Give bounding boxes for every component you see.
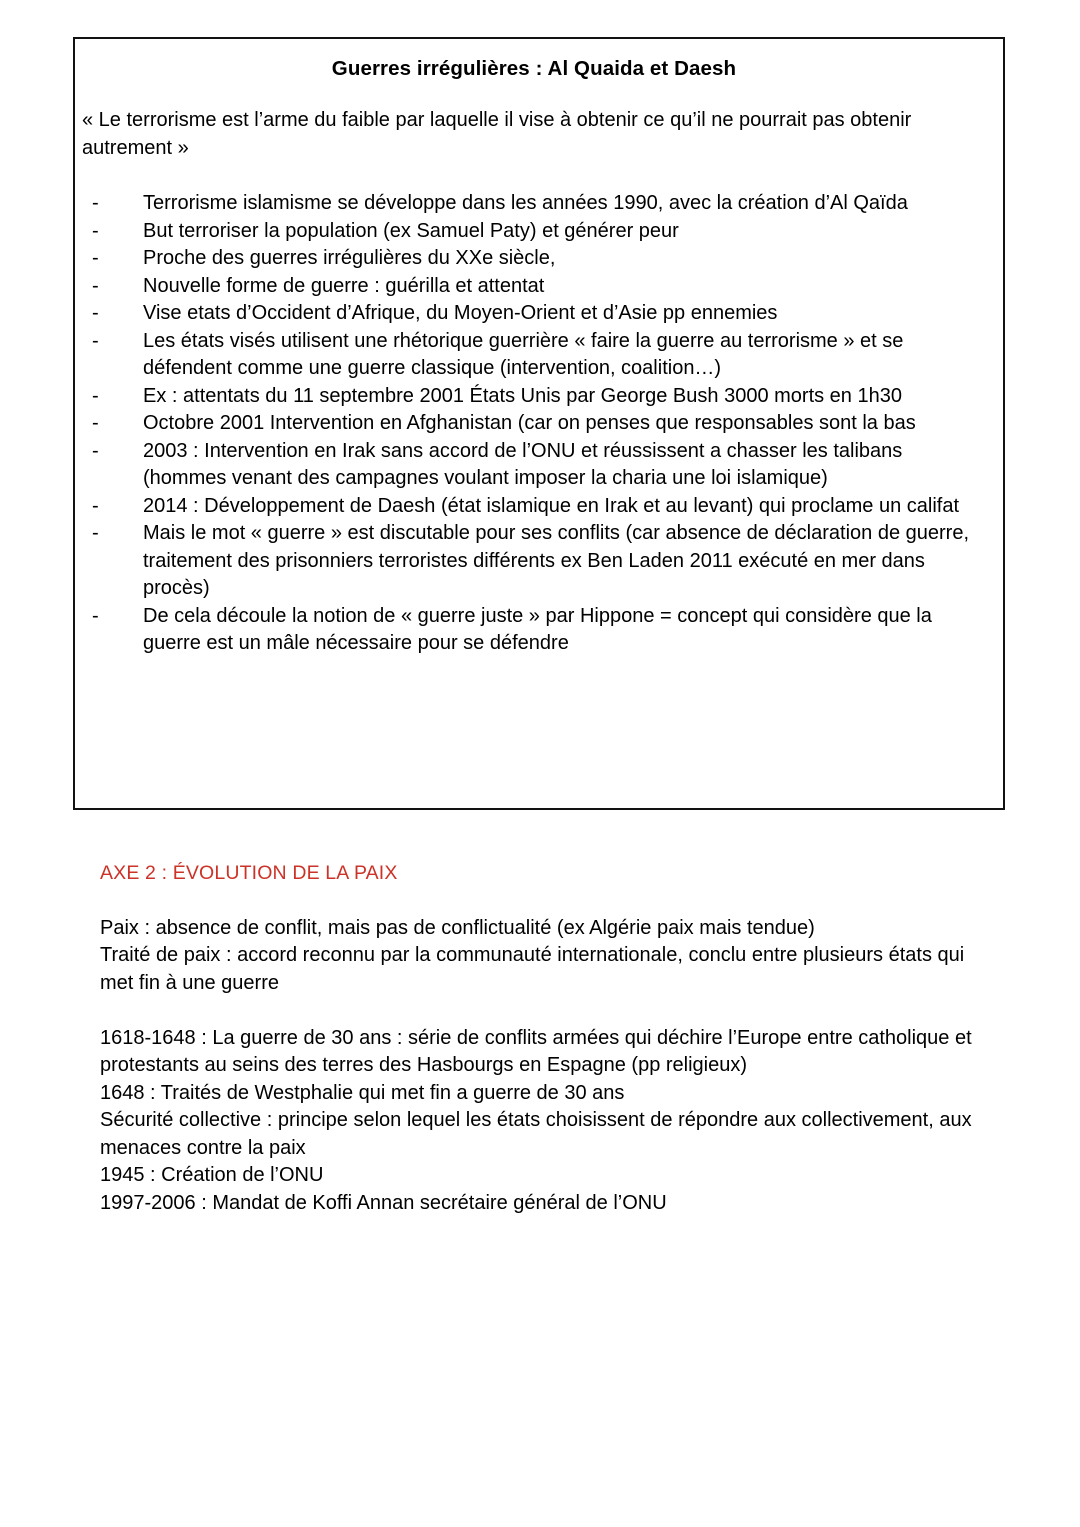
bullet-dash-icon: -: [92, 384, 99, 407]
list-item-text: Proche des guerres irrégulières du XXe siècle,: [143, 247, 556, 269]
list-item-text: Terrorisme islamisme se développe dans les années 1990, avec la création d’Al Qaïda: [143, 192, 908, 214]
bullet-dash-icon: -: [92, 494, 99, 517]
list-item: [79, 520, 989, 603]
terrorism-quote: « Le terrorisme est l’arme du faible par laquelle il vise à obtenir ce qu’il ne pourrait pas obtenir autrement »: [82, 109, 912, 159]
peace-definitions-paragraph: [100, 915, 980, 998]
page-title: Guerres irrégulières : Al Quaida et Daesh: [331, 57, 737, 80]
paragraph-line: Paix : absence de conflit, mais pas de conflictualité (ex Algérie paix mais tendue): [100, 916, 815, 939]
list-item: [79, 493, 989, 521]
paragraph-line: 1945 : Création de l’ONU: [100, 1164, 324, 1186]
irregular-wars-bullet-list: [79, 190, 989, 658]
list-item-text: 2003 : Intervention en Irak sans accord de l’ONU et réussissent a chasser les talibans (hommes venant des campagnes voulant imposer la charia une loi islamique): [143, 439, 903, 489]
list-item-text: Vise etats d’Occident d’Afrique, du Moyen-Orient et d’Asie pp ennemies: [143, 302, 778, 324]
axis-2-heading: AXE 2 : ÉVOLUTION DE LA PAIX: [100, 862, 398, 884]
paragraph-line: 1618-1648 : La guerre de 30 ans : série de conflits armées qui déchire l’Europe entre catholique et protestants au seins des terres des Hasbourgs en Espagne (pp religieux): [100, 1026, 972, 1076]
bullet-dash-icon: -: [92, 329, 99, 352]
bullet-dash-icon: -: [92, 247, 99, 269]
list-item: [79, 603, 989, 658]
paragraph-line: 1648 : Traités de Westphalie qui met fin a guerre de 30 ans: [100, 1081, 625, 1104]
list-item-text: But terroriser la population (ex Samuel Paty) et générer peur: [143, 219, 679, 242]
list-item-text: Les états visés utilisent une rhétorique guerrière « faire la guerre au terrorisme » et se défendent comme une guerre classique (intervention, coalition…): [143, 329, 904, 379]
list-item-text: De cela découle la notion de « guerre juste » par Hippone = concept qui considère que la guerre est un mâle nécessaire pour se défendre: [143, 604, 932, 654]
list-item: [79, 383, 989, 411]
list-item: [79, 218, 989, 246]
bullet-dash-icon: -: [92, 412, 99, 434]
bullet-dash-icon: -: [92, 302, 99, 324]
paragraph-line: 1997-2006 : Mandat de Koffi Annan secrétaire général de l’ONU: [100, 1191, 667, 1214]
bullet-dash-icon: -: [92, 274, 99, 297]
peace-history-paragraph: [100, 1025, 980, 1218]
list-item: [79, 328, 989, 383]
list-item-text: Ex : attentats du 11 septembre 2001 États Unis par George Bush 3000 morts en 1h30: [143, 384, 902, 407]
list-item-text: Octobre 2001 Intervention en Afghanistan (car on penses que responsables sont la bas: [143, 412, 916, 434]
bullet-dash-icon: -: [92, 192, 99, 214]
list-item-text: Nouvelle forme de guerre : guérilla et attentat: [143, 274, 545, 297]
list-item: [79, 300, 989, 328]
bullet-dash-icon: -: [92, 522, 99, 544]
bullet-dash-icon: -: [92, 604, 99, 627]
list-item: [79, 190, 989, 218]
list-item: [79, 410, 989, 438]
axis-2-section: [100, 860, 980, 1217]
boxed-section-irregular-wars: [73, 37, 1005, 810]
list-item-text: Mais le mot « guerre » est discutable pour ses conflits (car absence de déclaration de guerre, traitement des prisonniers terroristes différents ex Ben Laden 2011 exécuté en mer dans procès): [143, 522, 969, 599]
list-item-text: 2014 : Développement de Daesh (état islamique en Irak et au levant) qui proclame un califat: [143, 494, 960, 517]
list-item: [79, 273, 989, 301]
paragraph-line: Sécurité collective : principe selon lequel les états choisissent de répondre aux collectivement, aux menaces contre la paix: [100, 1109, 972, 1159]
bullet-dash-icon: -: [92, 439, 99, 462]
bullet-dash-icon: -: [92, 219, 99, 242]
paragraph-line: Traité de paix : accord reconnu par la communauté internationale, conclu entre plusieurs états qui met fin à une guerre: [100, 944, 965, 994]
list-item: [79, 245, 989, 273]
list-item: [79, 438, 989, 493]
